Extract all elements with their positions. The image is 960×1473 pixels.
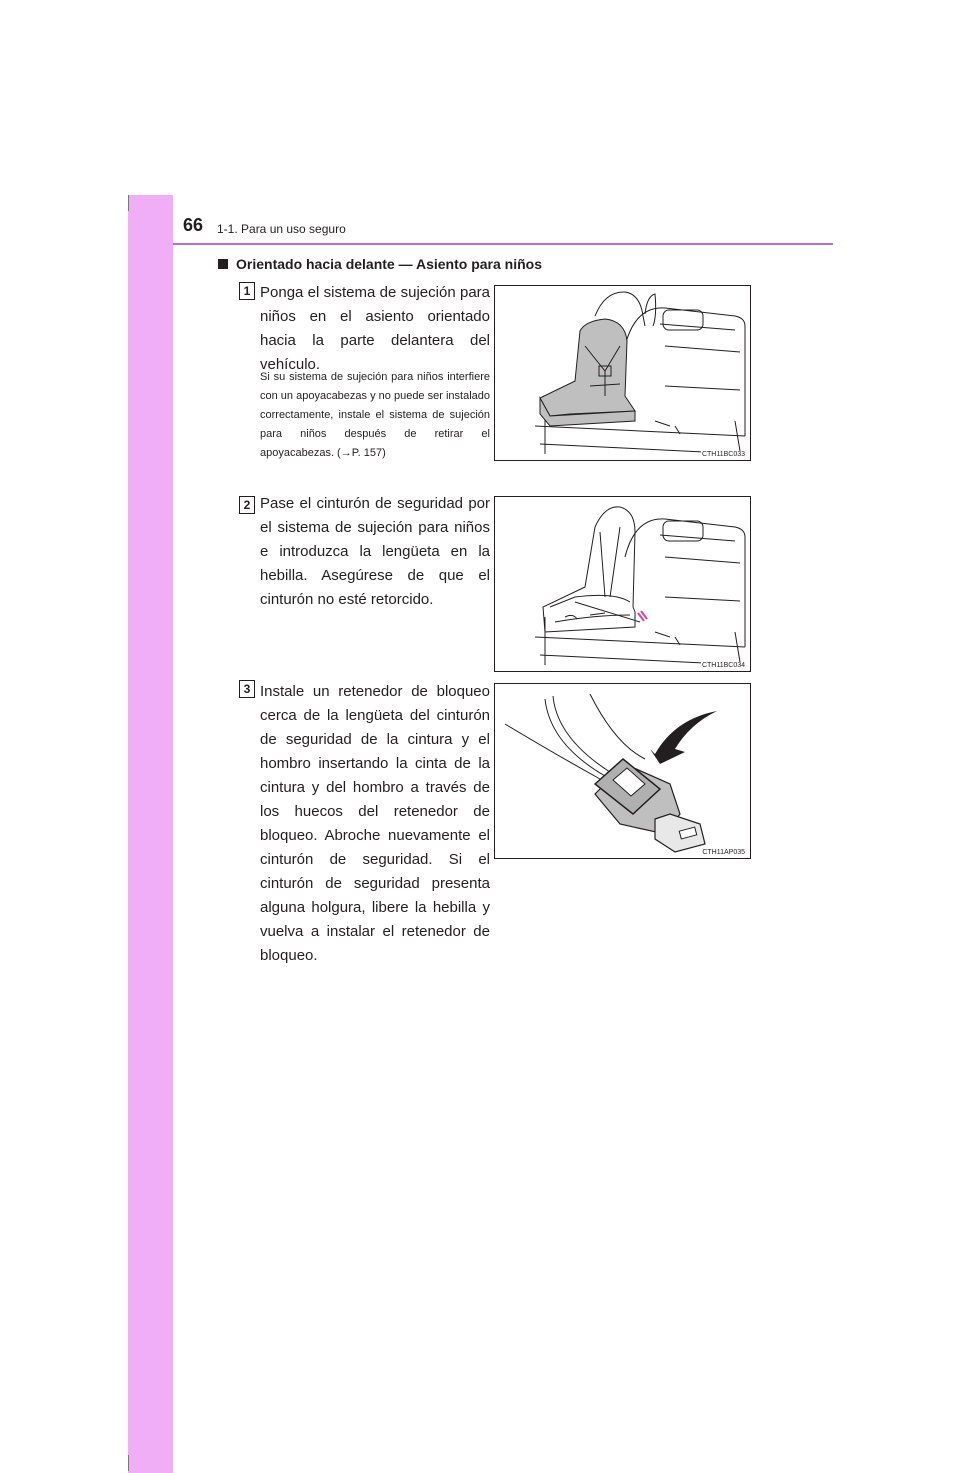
child-seat-illustration-1 (495, 286, 750, 460)
figure-code-1: CTH11BC033 (701, 451, 745, 458)
crop-mark-top (128, 195, 129, 211)
figure-belt-routing (494, 496, 751, 672)
figure-code-2: CTH11BC034 (701, 662, 745, 669)
figure-child-seat-forward (494, 285, 751, 461)
subsection-heading (218, 256, 542, 272)
step-3-number: 3 (239, 680, 255, 698)
chapter-side-band (128, 195, 173, 1473)
step-1-number: 1 (239, 282, 255, 300)
locking-clip-illustration (495, 684, 750, 858)
step-2-text: Pase el cinturón de seguridad por el sistema de sujeción para niños e introduzca la lengüeta en la hebilla. Asegúrese de que el cinturón no esté retorcido. (260, 495, 490, 608)
step-3-text: Instale un retenedor de bloqueo cerca de la lengüeta del cinturón de seguridad de la cintura y el hombro insertando la cinta de la cintura y del hombro a través de los huecos del retenedor de bloqueo. Abroche nuevamente el cinturón de seguridad. Si el cinturón de seguridad presenta alguna holgura, libere la hebilla y vuelva a instalar el retenedor de bloqueo. (260, 683, 490, 964)
figure-locking-clip (494, 683, 751, 859)
section-title: 1-1. Para un uso seguro (217, 222, 346, 236)
step-2-number: 2 (239, 496, 255, 514)
child-seat-illustration-2 (495, 497, 750, 671)
square-bullet-icon (218, 259, 228, 269)
figure-code-3: CTH11AP035 (702, 849, 745, 856)
step-1-note: Si su sistema de sujeción para niños interfiere con un apoyacabezas y no puede ser instalado correctamente, instale el sistema de sujeción para niños después de retirar el apoyacabezas. (→P. 157) (260, 371, 490, 459)
header-rule (173, 243, 833, 245)
step-1-text: Ponga el sistema de sujeción para niños en el asiento orientado hacia la parte delantera del vehículo. (260, 284, 490, 373)
subsection-heading-text: Orientado hacia delante — Asiento para niños (236, 256, 542, 272)
crop-mark-bottom (128, 1455, 129, 1471)
page-number: 66 (183, 215, 204, 235)
